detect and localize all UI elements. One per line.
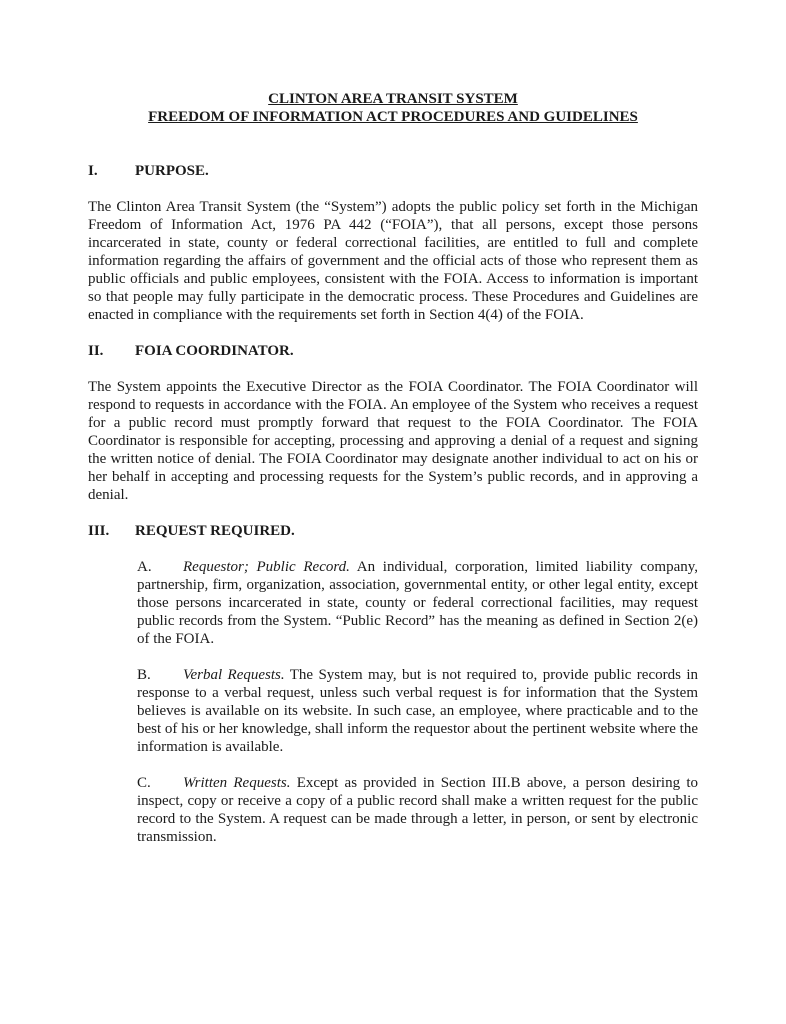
- title-line-2: FREEDOM OF INFORMATION ACT PROCEDURES AND GUIDELINES: [148, 109, 638, 125]
- section-title-foia-coordinator: FOIA COORDINATOR.: [135, 343, 294, 359]
- subsection-b-verbal-requests: [137, 666, 698, 756]
- subsection-letter-c: C.: [137, 775, 151, 791]
- section-heading-request-required: [88, 522, 698, 540]
- paragraph-foia-coordinator: The System appoints the Executive Director as the FOIA Coordinator. The FOIA Coordinator will respond to requests in accordance with the FOIA. An employee of the System who receives a request for a public record must promptly forward that request to the FOIA Coordinator. The FOIA Coordinator is responsible for accepting, processing and approving a denial of a request and signing the written notice of denial. The FOIA Coordinator may designate another individual to act on his or her behalf in accepting and processing requests for the System’s public records, and in approving a denial.: [88, 379, 698, 503]
- subsection-letter-b: B.: [137, 667, 151, 683]
- section-title-request-required: REQUEST REQUIRED.: [135, 523, 295, 539]
- section-numeral-1: I.: [88, 163, 98, 179]
- section-numeral-3: III.: [88, 523, 110, 539]
- subsection-lead-c: Written Requests.: [183, 775, 291, 791]
- subsection-body-a: An individual, corporation, limited liability company, partnership, firm, organization, association, governmental entity, or other legal entity, except those persons incarcerated in state, county or federal correctional facilities, may request public records from the System. “Public Record” has the meaning as defined in Section 2(e) of the FOIA.: [137, 559, 698, 647]
- subsection-body-c: Except as provided in Section III.B above, a person desiring to inspect, copy or receive a copy of a public record shall make a written request for the public record to the System. A request can be made through a letter, in person, or sent by electronic transmission.: [137, 775, 698, 845]
- section-title-purpose: PURPOSE.: [135, 163, 209, 179]
- section-numeral-2: II.: [88, 343, 104, 359]
- subsection-a-requestor-public-record: [137, 558, 698, 648]
- paragraph-purpose: The Clinton Area Transit System (the “System”) adopts the public policy set forth in the Michigan Freedom of Information Act, 1976 PA 442 (“FOIA”), that all persons, except those persons incarcerated in state, county or federal correctional facilities, are entitled to full and complete information regarding the affairs of government and the official acts of those who represent them as public officials and public employees, consistent with the FOIA. Access to information is important so that people may fully participate in the democratic process. These Procedures and Guidelines are enacted in compliance with the requirements set forth in Section 4(4) of the FOIA.: [88, 199, 698, 323]
- subsection-c-written-requests: [137, 774, 698, 846]
- section-heading-foia-coordinator: [88, 342, 698, 360]
- subsection-letter-a: A.: [137, 559, 152, 575]
- subsection-lead-b: Verbal Requests.: [183, 667, 285, 683]
- title-line-1: CLINTON AREA TRANSIT SYSTEM: [268, 91, 518, 107]
- subsection-body-b: The System may, but is not required to, provide public records in response to a verbal request, unless such verbal request is for information that the System believes is available on its website. In such case, an employee, where practicable and to the best of his or her knowledge, shall inform the requestor about the pertinent website where the information is available.: [137, 667, 698, 755]
- document-title: [88, 90, 698, 126]
- subsection-lead-a: Requestor; Public Record.: [183, 559, 350, 575]
- section-heading-purpose: [88, 162, 698, 180]
